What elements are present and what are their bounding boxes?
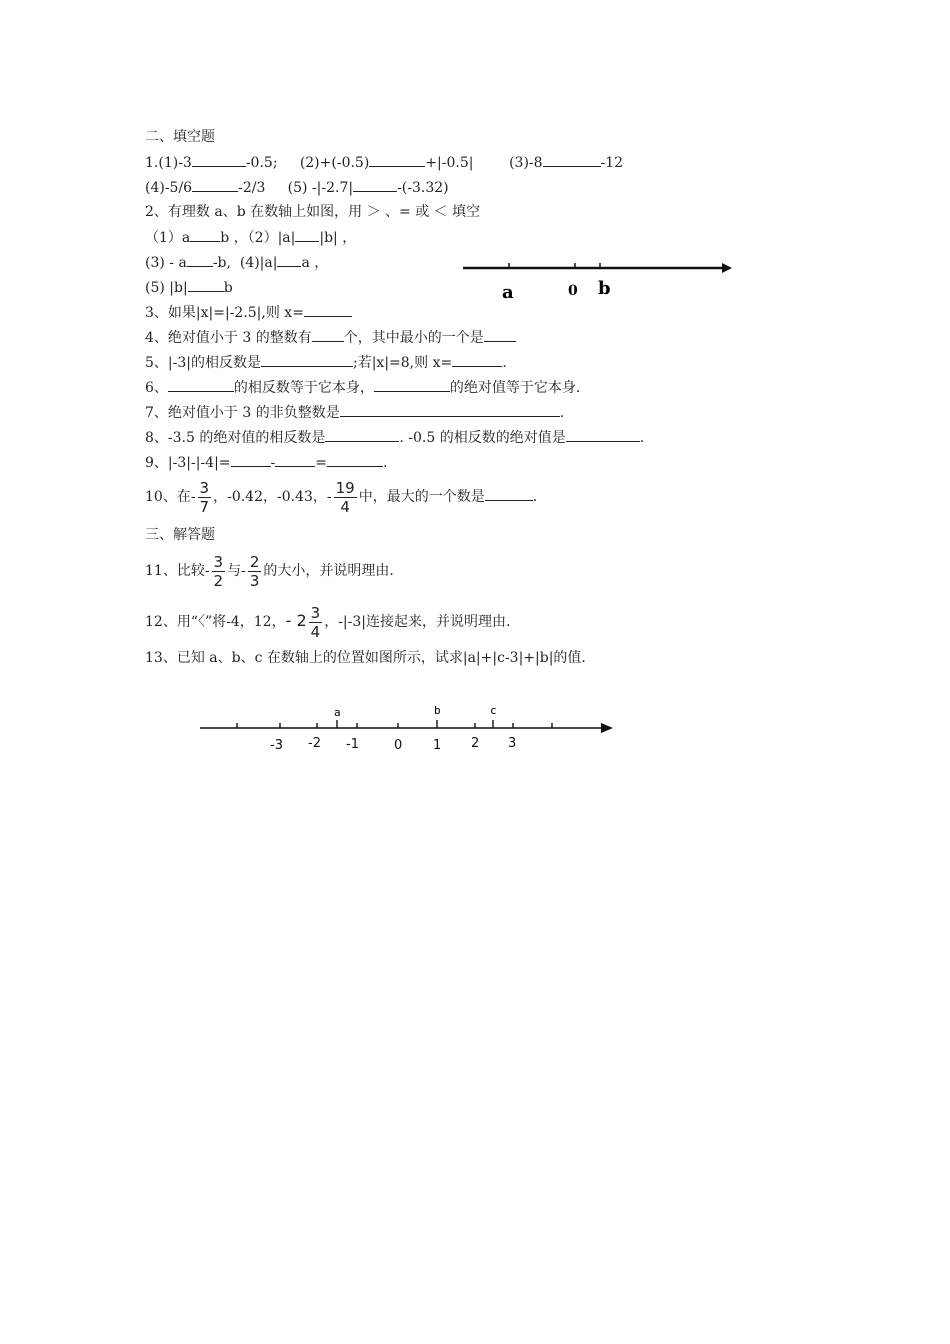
tick-label: -3 — [270, 738, 283, 753]
question-2-stem: 2、有理数 a、b 在数轴上如图，用 ＞ 、= 或 ＜ 填空 — [145, 204, 481, 220]
point-label-c: c — [490, 704, 497, 717]
question-1-row-1: 1.(1)-3 -0.5; (2)+(-0.5) +|-0.5| (3)-8 -12 — [145, 152, 623, 173]
tick-label: 2 — [471, 736, 480, 751]
question-6: 6、 的相反数等于它本身， 的绝对值等于它本身. — [145, 377, 580, 398]
point-label-b: b — [434, 704, 441, 717]
question-5: 5、|-3|的相反数是 ;若|x|=8,则 x= . — [145, 352, 507, 373]
question-1-row-2: (4)-5/6 -2/3 (5) -|-2.7| -(-3.32) — [145, 177, 449, 198]
point-label-a: a — [334, 706, 341, 719]
question-8: 8、-3.5 的绝对值的相反数是 . -0.5 的相反数的绝对值是 . — [145, 427, 644, 448]
tick-label: -1 — [346, 737, 359, 752]
fraction-2-3: $\frac{2}{3}$ — [249, 552, 260, 590]
tick-label: -2 — [308, 736, 321, 751]
question-9: 9、|-3|-|-4|= - = . — [145, 452, 387, 473]
question-11: 11、比较- $\frac{3}{2}$ 与- $\frac{2}{3}$ 的大小，并说明理由. — [145, 552, 394, 590]
fraction-3-4: $\frac{3}{4}$ — [310, 603, 321, 641]
fraction-19-4: $\frac{19}{4}$ — [335, 478, 355, 516]
tick-label: 1 — [433, 738, 442, 753]
tick-label: 3 — [508, 736, 517, 751]
question-2-row-3: (5) |b| b — [145, 277, 233, 298]
question-10: 10、在- $\frac{3}{7}$ ，-0.42，-0.43，- $\frac{19}{4}$ 中，最大的一个数是 . — [145, 478, 538, 516]
question-12: 12、用“〈”将-4，12，- 2 $\frac{3}{4}$ ，-|-3|连接起来，并说明理由. — [145, 603, 511, 641]
tick-label: 0 — [394, 738, 403, 753]
section-heading-answer: 三、解答题 — [145, 527, 215, 543]
number-line-abc — [195, 700, 625, 760]
axis-label-zero: 0 — [568, 283, 578, 299]
axis-label-a: a — [502, 282, 514, 303]
question-7: 7、绝对值小于 3 的非负整数是 . — [145, 402, 564, 423]
axis-label-b: b — [598, 278, 611, 299]
section-heading-fill-in: 二、填空题 — [145, 129, 215, 145]
question-2-row-2: (3) - a -b, (4)|a| a ， — [145, 252, 328, 273]
question-2-row-1: （1）a b ，（2）|a| |b| ， — [145, 227, 356, 248]
fraction-3-7: $\frac{3}{7}$ — [199, 478, 210, 516]
question-3: 3、如果|x|=|-2.5|,则 x= — [145, 302, 352, 323]
question-13: 13、已知 a、b、c 在数轴上的位置如图所示，试求|a|+|c-3|+|b|的值. — [145, 650, 586, 666]
fraction-3-2: $\frac{3}{2}$ — [213, 552, 224, 590]
question-4: 4、绝对值小于 3 的整数有 个，其中最小的一个是 — [145, 327, 516, 348]
number-line-ab — [460, 258, 740, 303]
